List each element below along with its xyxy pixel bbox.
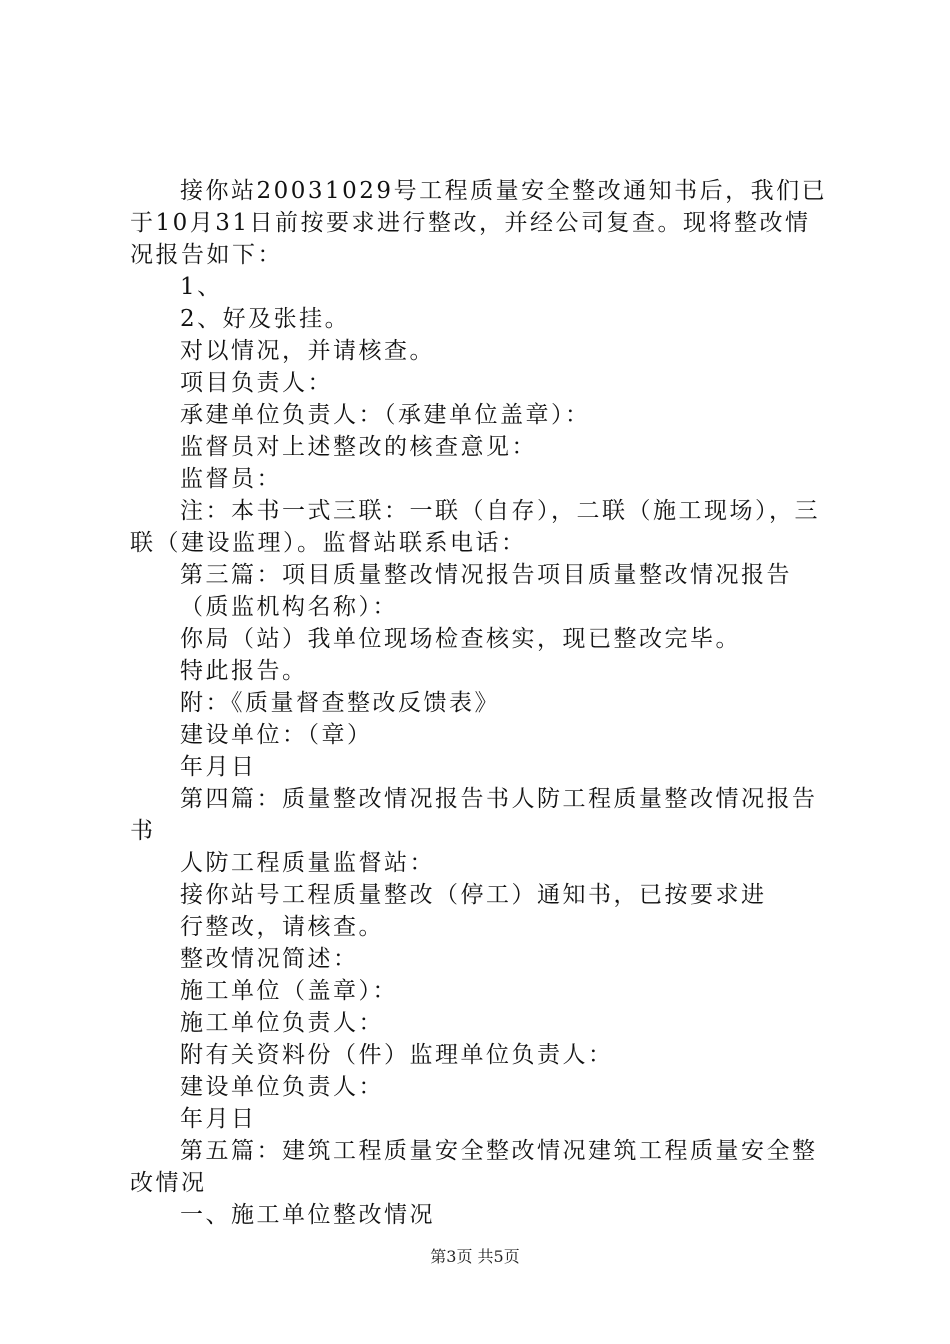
section-heading: 第三篇：项目质量整改情况报告项目质量整改情况报告 [180, 562, 792, 588]
paragraph: 附：《质量督查整改反馈表》 [180, 690, 500, 716]
paragraph: 建设单位负责人： [180, 1074, 384, 1100]
paragraph: 2、好及张挂。 [180, 306, 351, 332]
paragraph: 人防工程质量监督站： [180, 850, 435, 876]
paragraph: 年月日 [180, 1106, 257, 1132]
paragraph: 建设单位：（章） [180, 722, 373, 748]
paragraph: 年月日 [180, 754, 257, 780]
paragraph: 附有关资料份（件）监理单位负责人： [180, 1042, 614, 1068]
section-heading: 第四篇：质量整改情况报告书人防工程质量整改情况报告书 [130, 786, 818, 844]
paragraph: 行整改，请核查。 [180, 914, 384, 940]
paragraph: 施工单位负责人： [180, 1010, 384, 1036]
paragraph: 整改情况简述： [180, 946, 359, 972]
page-number-label: 第3页 共5页 [430, 1247, 520, 1266]
paragraph: 监督员： [180, 466, 282, 492]
paragraph: （质监机构名称）： [180, 594, 398, 620]
paragraph: 施工单位（盖章）： [180, 978, 398, 1004]
paragraph: 一、施工单位整改情况 [180, 1202, 435, 1228]
section-heading: 第五篇：建筑工程质量安全整改情况建筑工程质量安全整改情况 [130, 1138, 818, 1196]
paragraph: 承建单位负责人：（承建单位盖章）： [180, 402, 591, 428]
paragraph: 对以情况，并请核查。 [180, 338, 435, 364]
paragraph: 特此报告。 [180, 658, 308, 684]
page-footer [0, 1244, 950, 1267]
paragraph: 1、 [180, 274, 223, 300]
paragraph: 接你站号工程质量整改（停工）通知书，已按要求进 [180, 882, 767, 908]
document-body [130, 175, 830, 1231]
paragraph: 项目负责人： [180, 370, 333, 396]
paragraph: 接你站20031029号工程质量安全整改通知书后，我们已于10月31日前按要求进行整改，并经公司复查。现将整改情况报告如下： [130, 178, 828, 268]
paragraph: 监督员对上述整改的核查意见： [180, 434, 537, 460]
paragraph: 你局（站）我单位现场检查核实，现已整改完毕。 [180, 626, 741, 652]
paragraph: 注：本书一式三联：一联（自存），二联（施工现场），三联（建设监理）。监督站联系电话： [130, 498, 820, 556]
